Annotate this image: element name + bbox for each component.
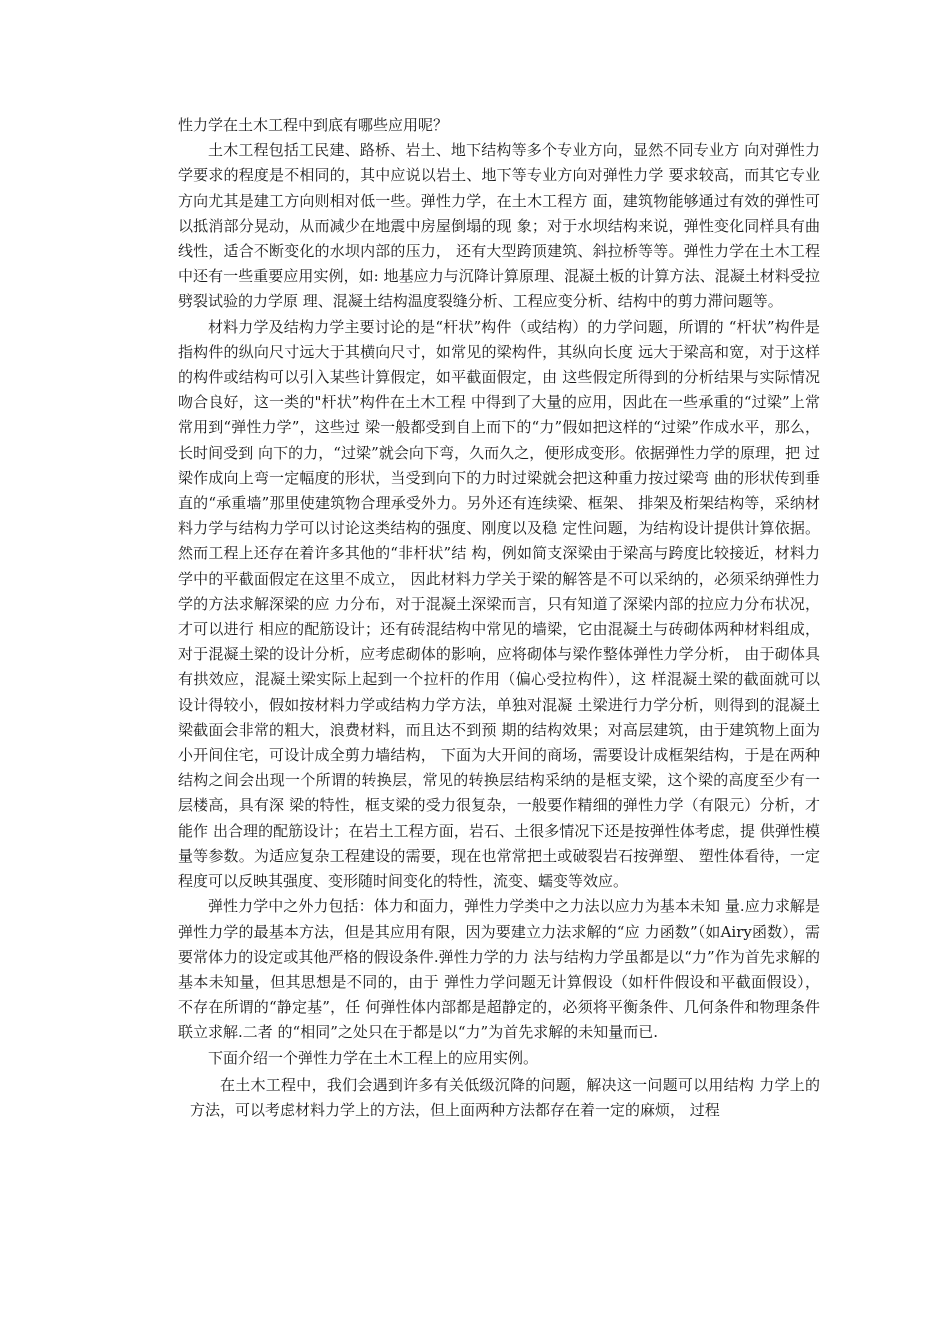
paragraph-structural-mechanics: 材料力学及结构力学主要讨论的是“杆状”构件（或结构）的力学问题，所谓的 “杆状”构件是指构件的纵向尺寸远大于其横向尺寸，如常见的梁构件，其纵向长度 远大于梁高和宽，对于这样的构件或结构可以引入某些计算假定，如平截面假定，由 这些假定所得到的分析结果与实际情况吻合良好，这一类的"杆状”构件在土木工程 中得到了大量的应用，因此在一些承重的“过梁”上常常用到“弹性力学”，这些过 梁一般都受到自上而下的“力”假如把这样的“过梁”作成水平，那么，长时间受到 向下的力，“过梁”就会向下弯，久而久之，便形成变形。依据弹性力学的原理，把 过梁作成向上弯一定幅度的形状，当受到向下的力时过梁就会把这种重力按过梁弯 曲的形状传到垂直的“承重墙”那里使建筑物合理承受外力。另外还有连续梁、框架、 排架及桁架结构等，采纳材料力学与结构力学可以讨论这类结构的强度、刚度以及稳 定性问题，为结构设计提供计算依据。然而工程上还存在着许多其他的“非杆状”结 构，例如简支深梁由于梁高与跨度比较接近，材料力学中的平截面假定在这里不成立， 因此材料力学关于梁的解答是不可以采纳的，必须采纳弹性力学的方法求解深梁的应 力分布，对于混凝土深梁而言，只有知道了深梁内部的拉应力分布状况，才可以进行 相应的配筋设计；还有砖混结构中常见的墙梁，它由混凝土与砖砌体两种材料组成， 对于混凝土梁的设计分析，应考虑砌体的影响，应将砌体与梁作整体弹性力学分析， 由于砌体具有拱效应，混凝土梁实际上起到一个拉杆的作用（偏心受拉构件），这 样混凝土梁的截面就可以设计得较小，假如按材料力学或结构力学方法，单独对混凝 土梁进行力学分析，则得到的混凝土梁截面会非常的粗大，浪费材料，而且达不到预 期的结构效果；对高层建筑，由于建筑物上面为小开间住宅，可设计成全剪力墙结构， 下面为大开间的商场，需要设计成框架结构，于是在两种结构之间会出现一个所谓的转换层，常见的转换层结构采纳的是框支梁，这个梁的高度至少有一层楼高，具有深 梁的特性，框支梁的受力很复杂，一般要作精细的弹性力学（有限元）分析，才能作 出合理的配筋设计；在岩土工程方面，岩石、土很多情况下还是按弹性体考虑，提 供弹性模量等参数。为适应复杂工程建设的需要，现在也常常把土或破裂岩石按弹塑、 塑性体看待，一定程度可以反映其强度、变形随时间变化的特性，流变、蠕变等效应。 xyxy=(178,317,820,891)
paragraph-external-forces: 弹性力学中之外力包括：体力和面力，弹性力学类中之力法以应力为基本未知 量.应力求解是弹性力学的最基本方法，但是其应用有限，因为要建立力法求解的“应 力函数”（如Airy函数），需要常体力的设定或其他严格的假设条件.弹性力学的力 法与结构力学虽都是以“力”作为首先求解的基本未知量，但其思想是不同的，由于 弹性力学问题无计算假设（如杆件假设和平截面假设），不存在所谓的“静定基”，任 何弹性体内部都是超静定的，必须将平衡条件、几何条件和物理条件联立求解.二者 的“相同”之处只在于都是以“力”为首先求解的未知量而已. xyxy=(178,897,820,1042)
paragraph-settlement: 在土木工程中，我们会遇到许多有关低级沉降的问题，解决这一问题可以用结构 力学上的方法，可以考虑材料力学上的方法，但上面两种方法都存在着一定的麻烦， 过程 xyxy=(190,1075,820,1119)
lead-line: 性力学在土木工程中到底有哪些应用呢？ xyxy=(178,116,449,134)
paragraph-applications: 土木工程包括工民建、路桥、岩土、地下结构等多个专业方向，显然不同专业方 向对弹性力学要求的程度是不相同的，其中应说以岩土、地下等专业方向对弹性力学 要求较高，而其它专业方向尤其是建工方向则相对低一些。弹性力学，在土木工程方 面，建筑物能够通过有效的弹性可以抵消部分晃动，从而减少在地震中房屋倒塌的现 象；对于水坝结构来说，弹性变化同样具有曲线性，适合不断变化的水坝内部的压力， 还有大型跨顶建筑、斜拉桥等等。弹性力学在土木工程中还有一些重要应用实例，如: 地基应力与沉降计算原理、混凝土板的计算方法、混凝土材料受拉劈裂试验的力学原 理、混凝土结构温度裂缝分析、工程应变分析、结构中的剪力滞问题等。 xyxy=(178,141,820,311)
document-body xyxy=(178,113,820,1123)
paragraph-example-intro: 下面介绍一个弹性力学在土木工程上的应用实例。 xyxy=(208,1048,539,1067)
